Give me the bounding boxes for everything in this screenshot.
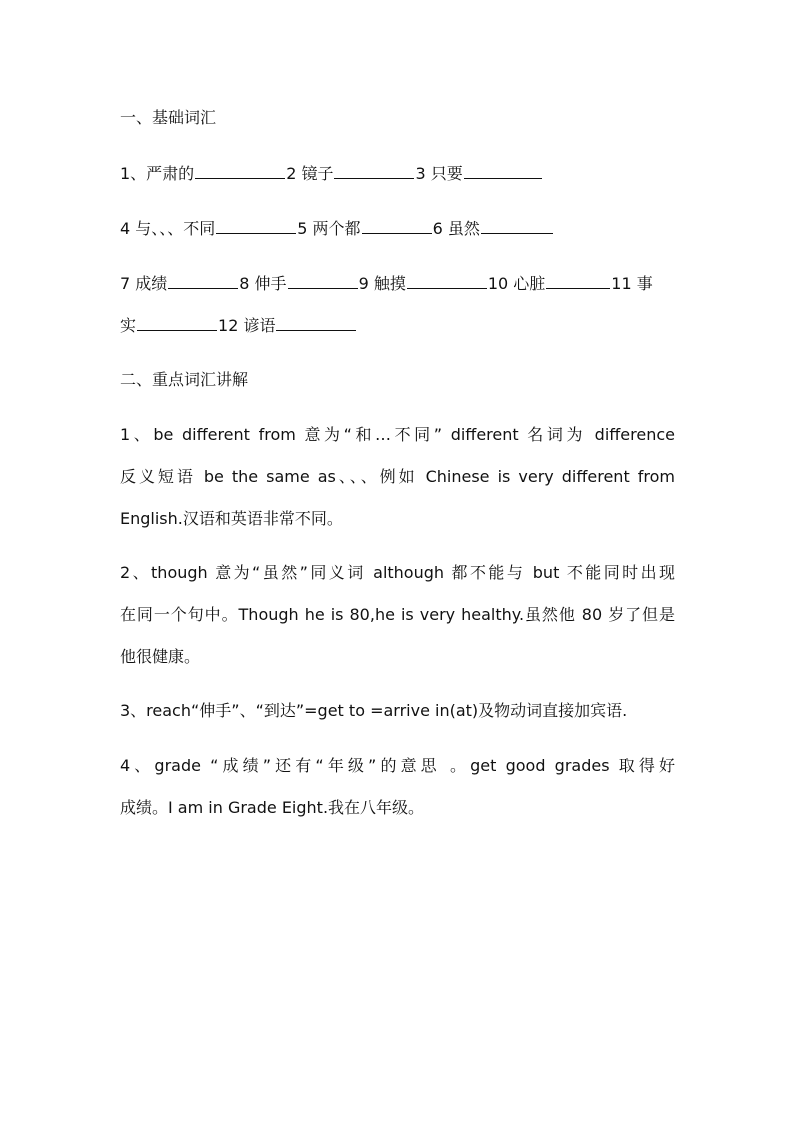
vocab-item: 9 触摸: [358, 274, 406, 293]
vocab-item: 11 事: [611, 274, 653, 293]
vocab-item: 1、严肃的: [120, 164, 195, 183]
vocab-item: 4 与、、、不同: [120, 219, 216, 238]
answer-blank[interactable]: [407, 273, 487, 289]
answer-blank[interactable]: [195, 163, 285, 179]
note-3-line-1: 3、reach“伸手”、“到达”=get to =arrive in(at)及物动词直接加宾语.: [120, 701, 628, 720]
vocab-row-1: [120, 163, 680, 183]
answer-blank[interactable]: [362, 218, 432, 234]
answer-blank[interactable]: [288, 273, 358, 289]
note-4-line-2: 成绩。I am in Grade Eight.我在八年级。: [120, 798, 425, 817]
section2-heading: 二、重点词汇讲解: [120, 370, 249, 389]
note-1-line-3: English.汉语和英语非常不同。: [120, 509, 343, 528]
note-4-line-1: 4、grade “成绩”还有“年级”的意思 。get good grades 取得好: [120, 756, 675, 775]
answer-blank[interactable]: [216, 218, 296, 234]
vocab-item: 8 伸手: [239, 274, 287, 293]
answer-blank[interactable]: [334, 163, 414, 179]
vocab-item: 5 两个都: [297, 219, 361, 238]
answer-blank[interactable]: [168, 273, 238, 289]
note-2-line-3: 他很健康。: [120, 647, 201, 666]
note-1-line-2: 反义短语 be the same as、、、例如 Chinese is very different from: [120, 467, 675, 486]
note-2-line-1: 2、though 意为“虽然”同义词 although 都不能与 but 不能同时出现: [120, 563, 675, 582]
vocab-item: 7 成绩: [120, 274, 168, 293]
answer-blank[interactable]: [481, 218, 553, 234]
answer-blank[interactable]: [546, 273, 610, 289]
vocab-row-3: [120, 273, 680, 293]
vocab-item: 3 只要: [415, 164, 463, 183]
vocab-item: 12 谚语: [218, 316, 276, 335]
section1-heading: 一、基础词汇: [120, 108, 217, 127]
answer-blank[interactable]: [464, 163, 542, 179]
answer-blank[interactable]: [276, 315, 356, 331]
note-2-line-2: 在同一个句中。Though he is 80,he is very healthy.虽然他 80 岁了但是: [120, 605, 675, 624]
vocab-item: 10 心脏: [487, 274, 546, 293]
note-1-line-1: 1、be different from 意为“和…不同” different 名词为 difference: [120, 425, 675, 444]
vocab-item: 2 镜子: [286, 164, 334, 183]
vocab-item: 6 虽然: [432, 219, 480, 238]
vocab-row-4: [120, 315, 680, 335]
vocab-item: 实: [120, 316, 137, 335]
answer-blank[interactable]: [137, 315, 217, 331]
vocab-row-2: [120, 218, 680, 238]
